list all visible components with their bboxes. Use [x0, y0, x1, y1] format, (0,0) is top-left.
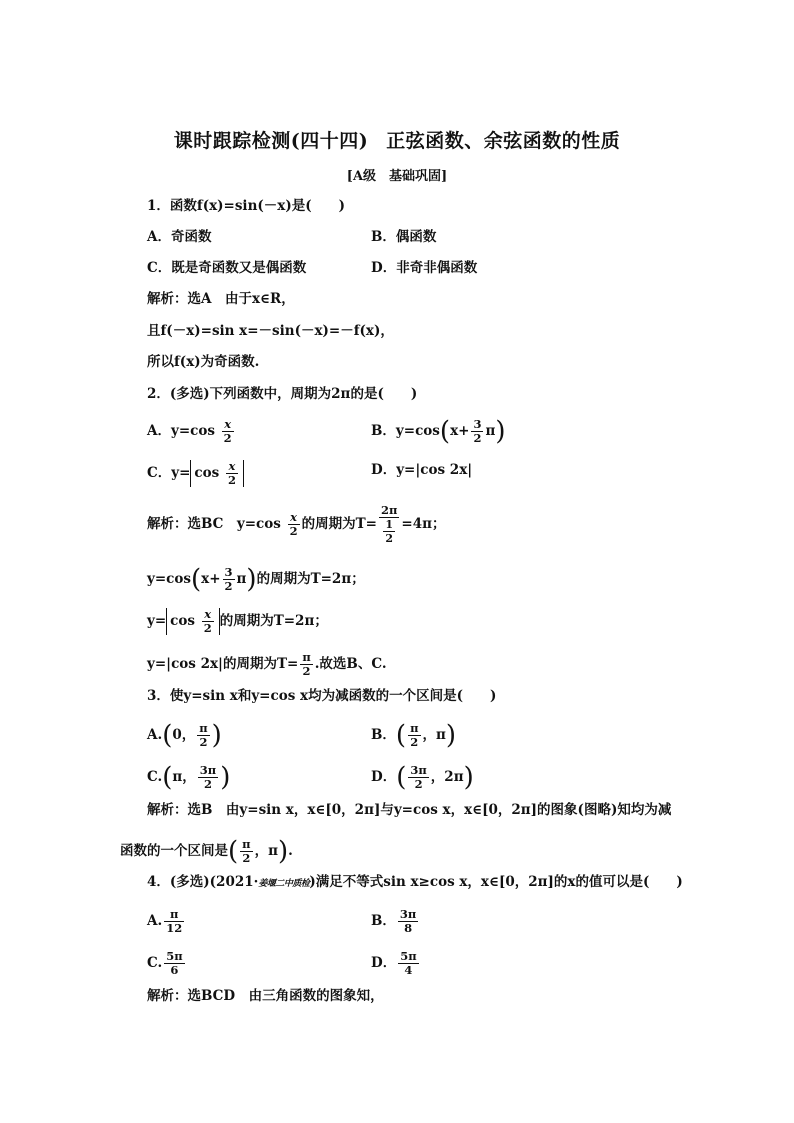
q1-option-b: B．偶函数: [371, 229, 437, 245]
q2-option-b: B．y=cos(x+ $\frac{3}{2}$ π): [371, 416, 506, 447]
question-3-stem: 3．使y=sin x和y=cos x均为减函数的一个区间是( ): [147, 688, 497, 704]
q4-solution-line-1: 解析：选BCD 由三角函数的图象知，: [147, 988, 384, 1004]
q2-option-a: A．y=cos $\frac{x}{2}$: [147, 417, 232, 445]
q1-option-c: C．既是奇函数又是偶函数: [147, 260, 307, 276]
q1-option-d: D．非奇非偶函数: [371, 260, 478, 276]
q2-option-d: D．y=|cos 2x|: [371, 462, 473, 478]
q2-solution-line-1: 解析：选BC y=cos $\frac{x}{2}$ 的周期为T= $\frac{2\pi}{\frac{1}{2}}$ =4π；: [147, 503, 446, 545]
question-4-stem: 4．(多选)(2021·姜堰二中质检)满足不等式sin x≥cos x，x∈[0，2π]的x的值可以是( ): [147, 874, 683, 890]
q4-option-d: D． $\frac{5\pi}{4}$: [371, 949, 417, 977]
q3-option-b: B．( $\frac{\pi}{2}$ ，π): [371, 720, 457, 751]
q3-option-c: C.(π， $\frac{3\pi}{2}$ ): [147, 762, 231, 793]
q4-option-b: B． $\frac{3\pi}{8}$: [371, 907, 417, 935]
q3-option-d: D．( $\frac{3\pi}{2}$ ，2π): [371, 762, 474, 793]
q1-solution-line-1: 解析：选A 由于x∈R，: [147, 291, 295, 307]
q2-solution-line-4: y=|cos 2x|的周期为T= $\frac{\pi}{2}$ .故选B、C.: [147, 650, 387, 678]
q1-option-a: A．奇函数: [147, 229, 212, 245]
q3-option-a: A.(0， $\frac{\pi}{2}$ ): [147, 720, 222, 751]
q1-solution-line-2: 且f(－x)=sin x=－sin(－x)=－f(x)，: [147, 323, 394, 339]
section-label: [A级 基础巩固]: [346, 169, 448, 184]
q3-solution-line-2: 函数的一个区间是( $\frac{\pi}{2}$ ，π).: [120, 836, 293, 867]
q2-option-c: C．y= cos $\frac{x}{2}$: [147, 460, 244, 487]
page-title: 课时跟踪检测(四十四) 正弦函数、余弦函数的性质: [173, 130, 621, 152]
q4-option-a: A. $\frac{\pi}{12}$: [147, 907, 183, 935]
q2-solution-line-3: y= cos $\frac{x}{2}$ 的周期为T=2π；: [147, 607, 328, 635]
question-2-stem: 2．(多选)下列函数中，周期为2π的是( ): [147, 386, 418, 402]
q3-solution-line-1: 解析：选B 由y=sin x，x∈[0，2π]与y=cos x，x∈[0，2π]的图象(图略)知均为减: [147, 802, 672, 818]
q4-option-c: C. $\frac{5\pi}{6}$: [147, 949, 183, 977]
q2-solution-line-2: y=cos(x+ $\frac{3}{2}$ π)的周期为T=2π；: [147, 564, 365, 595]
q1-solution-line-3: 所以f(x)为奇函数.: [147, 354, 260, 370]
question-1-stem: 1．函数f(x)=sin(－x)是( ): [147, 198, 345, 214]
